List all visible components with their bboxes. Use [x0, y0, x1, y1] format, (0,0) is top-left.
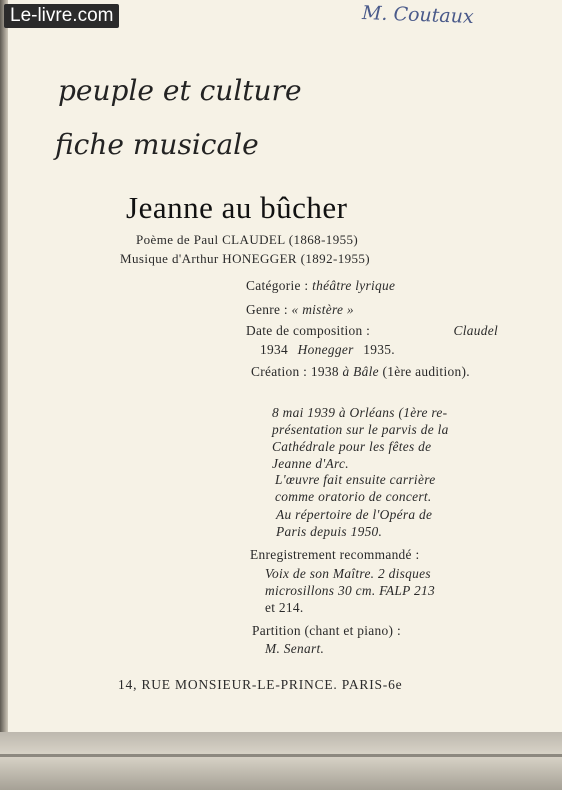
creation-value-3: (1ère audition).: [382, 364, 470, 379]
creation-value-2: à Bâle: [342, 364, 379, 379]
creation-value-1: 1938: [310, 364, 339, 379]
genre-value: « mistère »: [291, 302, 354, 317]
opera-block: [276, 506, 498, 540]
genre-line: [246, 301, 498, 318]
genre-label: Genre :: [246, 302, 288, 317]
opera-line-2: Paris depuis 1950.: [276, 524, 383, 539]
handwritten-note: M. Coutaux: [361, 2, 475, 28]
creation-line-1: [251, 363, 503, 380]
recording-line-3: et 214.: [265, 600, 304, 615]
score-value: M. Senart.: [265, 641, 325, 656]
page-bottom-edge: [0, 732, 562, 790]
orleans-line-1: 8 mai 1939 à Orléans (1ère re-: [272, 405, 448, 420]
category-line: [246, 277, 498, 294]
oratorio-line-1: L'œuvre fait ensuite carrière: [275, 472, 436, 487]
recording-line-2: microsillons 30 cm. FALP 213: [265, 583, 435, 598]
document-title: Jeanne au bûcher: [126, 190, 348, 225]
creation-label: Création :: [251, 364, 308, 379]
oratorio-line-2: comme oratorio de concert.: [275, 489, 432, 504]
composition-value-1: Claudel: [453, 323, 498, 338]
brand-line-1: peuple et culture: [58, 74, 302, 107]
recording-label: Enregistrement recommandé :: [250, 547, 420, 562]
composition-label: Date de composition :: [246, 323, 371, 338]
orleans-line-2: présentation sur le parvis de la: [272, 422, 449, 437]
composition-value-2: 1934: [260, 342, 288, 357]
opera-line-1: Au répertoire de l'Opéra de: [276, 507, 433, 522]
poem-credit: Poème de Paul CLAUDEL (1868-1955): [136, 232, 359, 247]
composition-line-1: [246, 322, 498, 339]
category-value: théâtre lyrique: [312, 278, 396, 293]
composition-value-3: Honegger: [297, 342, 354, 357]
composition-line-2: [260, 341, 498, 358]
composition-value-4: 1935.: [363, 342, 395, 357]
brand-line-2: fiche musicale: [55, 128, 259, 161]
score-label: Partition (chant et piano) :: [252, 623, 401, 638]
recording-block: [265, 565, 498, 616]
page-spine-shadow: [0, 0, 8, 790]
category-label: Catégorie :: [246, 278, 309, 293]
oratorio-block: [275, 471, 498, 505]
watermark: Le-livre.com: [4, 4, 119, 28]
address-footer: 14, RUE MONSIEUR-LE-PRINCE. PARIS-6e: [118, 677, 403, 692]
music-credit: Musique d'Arthur HONEGGER (1892-1955): [120, 251, 371, 266]
orleans-line-3: Cathédrale pour les fêtes de: [272, 439, 432, 454]
recording-line-1: Voix de son Maître. 2 disques: [265, 566, 431, 581]
orleans-block: [272, 404, 498, 472]
page-edge-line: [0, 754, 562, 757]
orleans-line-4: Jeanne d'Arc.: [272, 456, 349, 471]
